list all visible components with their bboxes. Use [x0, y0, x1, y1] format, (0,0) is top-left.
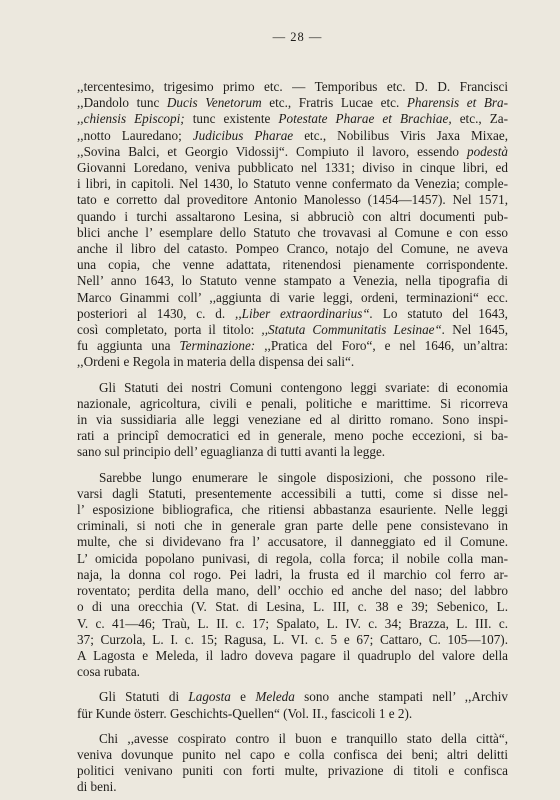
text-line	[77, 338, 508, 354]
text-line	[77, 583, 508, 599]
text-line	[77, 599, 508, 615]
text-run: anche il libro del catasto. Pompeo Cranco, notajo del Comune, ne aveva	[77, 241, 508, 257]
text-line	[77, 567, 508, 583]
text-run: ,,notto Lauredano;	[77, 127, 193, 143]
text-run: di beni.	[77, 779, 117, 795]
text-line	[77, 306, 508, 322]
paragraph	[77, 380, 508, 461]
text-line	[77, 257, 508, 273]
italic-text: Ducis Venetorum	[166, 95, 262, 111]
text-run: Marco Ginammi coll’ ,,aggiunta di varie leggi, ordeni, terminazioni“ ecc.	[77, 289, 508, 305]
text-run: sano sul principio dell’ eguaglianza di tutti avanti la legge.	[77, 444, 386, 460]
italic-text: ,,chiensis Episcopi;	[77, 111, 185, 127]
text-run: Sarebbe lungo enumerare le singole disposizioni, che possono rile-	[99, 469, 508, 485]
text-line	[77, 731, 508, 747]
text-run: l’ esposizione bibliografica, che ritiensi abbastanza esauriente. Nelle leggi	[77, 502, 508, 518]
paragraph	[77, 470, 508, 681]
text-line	[77, 128, 508, 144]
paragraph	[77, 689, 508, 721]
text-run: ,,Dandolo tunc	[77, 95, 167, 111]
text-line	[77, 551, 508, 567]
text-line	[77, 518, 508, 534]
text-line	[77, 412, 508, 428]
text-line	[77, 111, 508, 127]
text-run: Gli Statuti di	[99, 689, 189, 705]
text-line	[77, 354, 508, 370]
text-run: varsi dagli Statuti, presentemente accessibili a tutti, come si disse nel-	[77, 485, 508, 501]
text-run: fu aggiunta una	[77, 338, 180, 354]
text-run: naja, la donna col rogo. Pei ladri, la frusta ed il marchio col ferro ar-	[77, 566, 508, 582]
text-line	[77, 779, 508, 795]
text-run: o di una orecchia (V. Stat. di Lesina, L. III, c. 38 e 39; Sebenico, L.	[77, 599, 508, 615]
text-run: quando i turchi assaltarono Lesina, si abbruciò con altri documenti pub-	[77, 208, 508, 224]
text-run: V. c. 41—46; Traù, L. II. c. 17; Spalato, L. IV. c. 34; Brazza, L. III. c.	[77, 615, 508, 631]
italic-text: Potestate Pharae et Brachiae,	[278, 111, 452, 127]
text-run: criminali, si noti che in generale gran parte delle pene consistevano in	[77, 518, 508, 534]
text-line	[77, 209, 508, 225]
text-line	[77, 225, 508, 241]
text-line	[77, 380, 508, 396]
text-line	[77, 95, 508, 111]
text-line	[77, 444, 508, 460]
text-run: L’ omicida popolano punivasi, di regola, colla forca; il nobile colla man-	[77, 550, 508, 566]
text-run: tato e corretto dal proveditore Antonio Manolesso (1454—1457). Nel 1571,	[77, 192, 508, 208]
text-line	[77, 664, 508, 680]
text-line	[77, 534, 508, 550]
italic-text: Lagosta	[188, 689, 231, 705]
text-run: 37; Curzola, L. I. c. 15; Ragusa, L. VI. c. 5 e 67; Cattaro, C. 105—107).	[77, 631, 508, 647]
text-run: blici anche l’ esemplare dello Statuto che trovavasi al Comune e con esso	[77, 224, 508, 240]
text-run: Gli Statuti dei nostri Comuni contengono leggi svariate: di economia	[99, 379, 508, 395]
text-run: etc., Za-	[451, 111, 509, 127]
text-run: rati a principî democratici ed in generale, meno poche eccezioni, si ba-	[77, 428, 508, 444]
text-run: veniva dovunque punito nel capo e colla confisca dei beni; altri delitti	[77, 746, 508, 762]
text-run: Chi ,,avesse cospirato contro il buon e tranquillo stato della città“,	[99, 730, 508, 746]
text-line	[77, 79, 508, 95]
text-run: multe, che si dividevano fra l’ accusatore, il danneggiato ed il Comune.	[77, 534, 508, 550]
text-run: una copia, che venne adattata, ritenendosi pienamente corrispondente.	[77, 257, 508, 273]
text-line	[77, 470, 508, 486]
text-run: politici venivano puniti con forti multe, privazione di titoli e confisca	[77, 763, 508, 779]
text-line	[77, 428, 508, 444]
text-line	[77, 486, 508, 502]
text-run: sono anche stampati nell’ ,,Archiv	[294, 689, 509, 705]
italic-text: Terminazione:	[179, 338, 256, 354]
text-run: ,,tercentesimo, trigesimo primo etc. — Temporibus etc. D. D. Francisci	[77, 79, 508, 94]
text-line	[77, 241, 508, 257]
text-line	[77, 322, 508, 338]
text-run: tunc existente	[184, 111, 279, 127]
body-text	[77, 79, 508, 796]
text-line	[77, 160, 508, 176]
text-run: A Lagosta e Meleda, il ladro doveva pagare il quadruplo del valore della	[77, 647, 508, 663]
text-run: Giovanni Loredano, veniva pubblicato nel 1331; diviso in cinque libri, ed	[77, 160, 508, 176]
text-run: così completato, porta il titolo:	[77, 322, 262, 338]
text-line	[77, 763, 508, 779]
text-line	[77, 396, 508, 412]
text-run: für Kunde österr. Geschichts-Quellen“ (Vol. II., fascicoli 1 e 2).	[77, 705, 413, 721]
text-run: Nell’ anno 1643, lo Statuto venne stampato a Venezia, nella tipografia di	[77, 273, 508, 289]
italic-text: Pharensis et Bra-	[406, 95, 509, 111]
text-run: cosa rubata.	[77, 664, 140, 680]
italic-text: Judicibus Pharae	[192, 127, 294, 143]
text-line	[77, 616, 508, 632]
paragraph	[77, 731, 508, 796]
paragraph	[77, 79, 508, 371]
text-line	[77, 632, 508, 648]
text-line	[77, 502, 508, 518]
text-run: in via sussidiaria alle leggi veneziane ed al diritto romano. Sono inspi-	[77, 412, 508, 428]
text-run: i libri, in capitoli. Nel 1430, lo Statuto venne confermato da Venezia; comple-	[77, 176, 508, 192]
text-line	[77, 290, 508, 306]
text-line	[77, 176, 508, 192]
text-run: nazionale, agricoltura, civili e penali, politiche e marittime. Si ricorreva	[77, 395, 508, 411]
text-line	[77, 689, 508, 705]
text-run: ,,Ordeni e Regola in materia della dispensa dei sali“.	[77, 354, 355, 370]
italic-text: ,,Statuta Communitatis Lesinae“.	[261, 322, 446, 338]
italic-text: Meleda	[255, 689, 295, 705]
text-line	[77, 192, 508, 208]
text-line	[77, 706, 508, 722]
italic-text: ,,Liber extraordinarius“.	[235, 305, 373, 321]
text-run: Nel 1645,	[445, 322, 509, 338]
text-line	[77, 648, 508, 664]
text-run: Lo statuto del 1643,	[372, 305, 508, 321]
page-number: — 28 —	[272, 30, 323, 44]
text-line	[77, 747, 508, 763]
text-run: etc., Fratris Lucae etc.	[261, 95, 407, 111]
text-run: ,,Sovina Balci, et Georgio Vidossij“. Compiuto il lavoro, essendo	[77, 143, 467, 159]
italic-text: podestà	[466, 143, 508, 159]
text-run: etc., Nobilibus Viris Jaxa Mixae,	[293, 127, 508, 143]
text-run: roventato; perdita della mano, dell’ occhio ed anche del naso; del labbro	[77, 583, 508, 599]
text-run: ,,Pratica del Foro“, e nel 1646, un’altra:	[255, 338, 508, 354]
text-run: posteriori al 1430, c. d.	[77, 305, 236, 321]
text-line	[77, 273, 508, 289]
text-run: e	[230, 689, 256, 705]
text-line	[77, 144, 508, 160]
